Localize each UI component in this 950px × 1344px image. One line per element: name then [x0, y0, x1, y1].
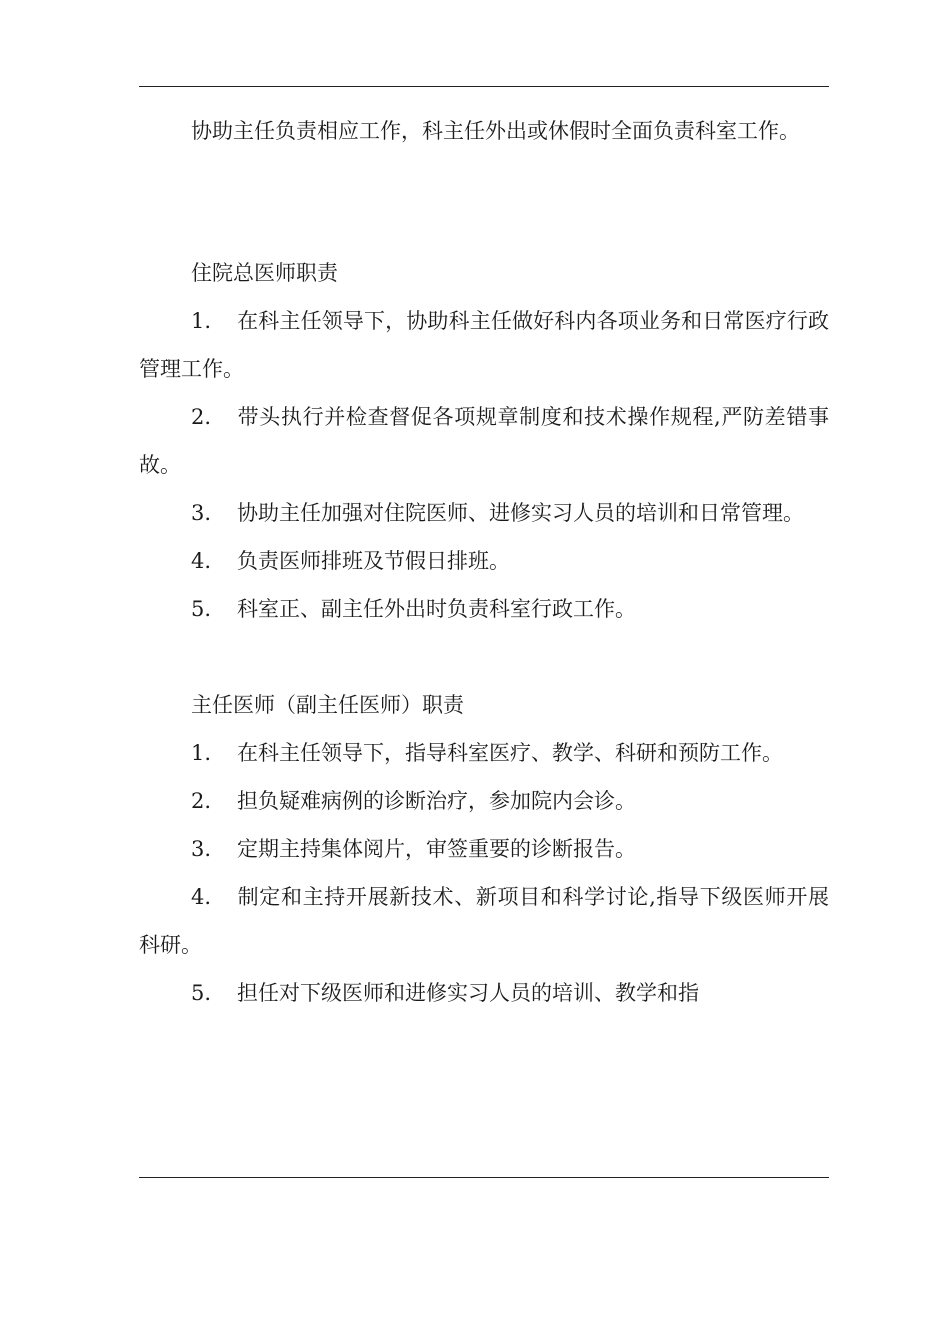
list-item: 1. 在科主任领导下，协助科主任做好科内各项业务和日常医疗行政管理工作。 — [139, 309, 829, 381]
list-item: 1. 在科主任领导下，指导科室医疗、教学、科研和预防工作。 — [191, 741, 783, 765]
document-body — [139, 113, 829, 1017]
list-item: 2. 担负疑难病例的诊断治疗，参加院内会诊。 — [191, 789, 636, 813]
list-item: 5. 科室正、副主任外出时负责科室行政工作。 — [191, 597, 636, 621]
list-item: 4. 负责医师排班及节假日排班。 — [191, 549, 510, 573]
section-chief-physician — [139, 681, 829, 1017]
section-heading: 主任医师（副主任医师）职责 — [191, 693, 464, 717]
list-item: 3. 协助主任加强对住院医师、进修实习人员的培训和日常管理。 — [191, 501, 804, 525]
list-item: 5. 担任对下级医师和进修实习人员的培训、教学和指 — [191, 981, 699, 1005]
list-item: 4. 制定和主持开展新技术、新项目和科学讨论,指导下级医师开展科研。 — [139, 885, 829, 957]
list-item: 2. 带头执行并检查督促各项规章制度和技术操作规程,严防差错事故。 — [139, 405, 829, 477]
section-gap — [139, 633, 829, 681]
list-item: 3. 定期主持集体阅片，审签重要的诊断报告。 — [191, 837, 636, 861]
header-rule — [139, 86, 829, 87]
section-resident-chief — [139, 249, 829, 633]
intro-paragraph: 协助主任负责相应工作，科主任外出或休假时全面负责科室工作。 — [191, 119, 800, 143]
section-heading: 住院总医师职责 — [191, 261, 338, 285]
footer-rule — [139, 1177, 829, 1178]
